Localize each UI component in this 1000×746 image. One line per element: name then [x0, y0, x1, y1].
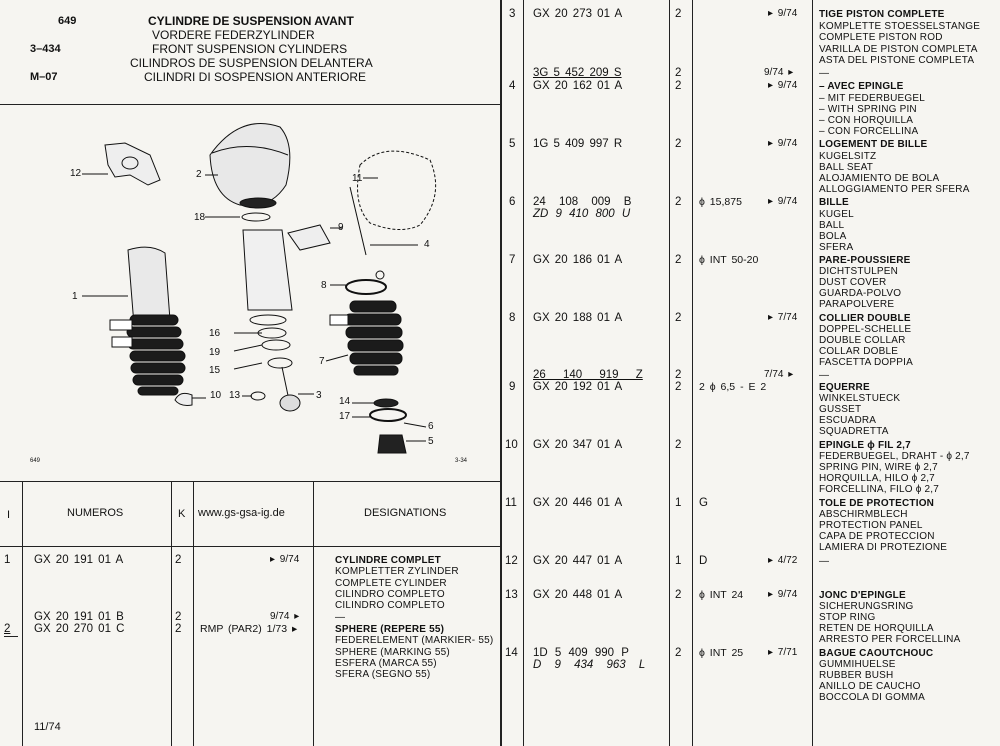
quantity-k: 1	[675, 555, 682, 567]
designation-it: PARAPOLVERE	[819, 299, 895, 310]
spec: 2 ϕ 6,5 - E 2	[699, 381, 767, 393]
diagram-label-1: 1	[72, 291, 78, 302]
designation-en: RUBBER BUSH	[819, 670, 894, 681]
diagram-label-18: 18	[194, 212, 206, 223]
quantity-k: 2	[675, 138, 682, 150]
designation-title: TIGE PISTON COMPLETE	[819, 9, 945, 20]
col-sep-2	[171, 481, 172, 746]
table-top-line	[0, 481, 500, 482]
quantity-k: 2	[675, 67, 682, 79]
row-index: 6	[509, 196, 516, 208]
part-number: GX 20 270 01 C	[34, 623, 125, 635]
header-designations: DESIGNATIONS	[364, 507, 447, 519]
designation-de: FEDERELEMENT (MARKIER- 55)	[335, 635, 494, 646]
designation-es: ESFERA (MARCA 55)	[335, 658, 437, 669]
info-date: ▸ 9/74	[768, 138, 798, 149]
quantity-k: 2	[675, 439, 682, 451]
diagram-footer-right: 3-34	[455, 458, 468, 464]
row-index: 4	[509, 80, 516, 92]
spec: ϕ INT 50-20	[699, 254, 759, 266]
quantity-k: 2	[675, 312, 682, 324]
left-footer-date: 11/74	[34, 721, 61, 733]
diagram-label-4: 4	[424, 239, 430, 250]
spec: ϕ INT 25	[699, 647, 744, 659]
row-index: 1	[4, 554, 11, 566]
designation-es: GUARDA-POLVO	[819, 288, 902, 299]
quantity-k: 2	[675, 381, 682, 393]
designation-en: SPHERE (MARKING 55)	[335, 647, 450, 658]
diagram-label-10: 10	[210, 390, 222, 401]
designation-es: – CON HORQUILLA	[819, 115, 914, 126]
designation-en: BALL	[819, 220, 845, 231]
diagram-label-12: 12	[70, 168, 82, 179]
row-index: 14	[505, 647, 518, 659]
designation-it: SQUADRETTA	[819, 426, 889, 437]
spec: G	[699, 497, 708, 509]
designation-it: CILINDRO COMPLETO	[335, 600, 445, 611]
ref-code: 3–434	[30, 43, 61, 55]
center-divider	[500, 0, 502, 746]
designation-title: EPINGLE ϕ FIL 2,7	[819, 440, 911, 451]
quantity-k: 2	[175, 554, 182, 566]
title-en: FRONT SUSPENSION CYLINDERS	[152, 42, 348, 56]
designation-de: FEDERBUEGEL, DRAHT - ϕ 2,7	[819, 451, 970, 462]
designation-es: CILINDRO COMPLETO	[335, 589, 445, 600]
title-es: CILINDROS DE SUSPENSION DELANTERA	[130, 56, 373, 70]
designation-it: – CON FORCELLINA	[819, 126, 919, 137]
diagram-label-2: 2	[196, 169, 202, 180]
part-number: GX 20 448 01 A	[533, 589, 623, 601]
designation-de: DOPPEL-SCHELLE	[819, 324, 912, 335]
designation-title: SPHERE (REPERE 55)	[335, 624, 445, 635]
designation-title: TOLE DE PROTECTION	[819, 498, 935, 509]
designation-it: BOCCOLA DI GOMMA	[819, 692, 925, 703]
col-sep-3	[193, 481, 194, 746]
part-number: GX 20 191 01 A	[34, 554, 124, 566]
header-k: K	[178, 508, 186, 520]
quantity-k: 2	[675, 80, 682, 92]
diagram-label-9: 9	[338, 222, 344, 233]
index-underline	[4, 636, 18, 637]
designation-es: COLLAR DOBLE	[819, 346, 899, 357]
designation-es: ANILLO DE CAUCHO	[819, 681, 921, 692]
designation-title: COLLIER DOUBLE	[819, 313, 911, 324]
designation-de: – MIT FEDERBUEGEL	[819, 93, 926, 104]
designation-title: EQUERRE	[819, 382, 870, 393]
diagram-label-15: 15	[209, 365, 221, 376]
quantity-k: 1	[675, 497, 682, 509]
row-index: 12	[505, 555, 518, 567]
designation-title: —	[819, 370, 830, 381]
spec: ϕ INT 24	[699, 589, 744, 601]
designation-es: VARILLA DE PISTON COMPLETA	[819, 44, 978, 55]
diagram-label-11: 11	[352, 173, 363, 184]
part-number: GX 20 446 01 A	[533, 497, 623, 509]
row-index: 2	[4, 623, 11, 635]
designation-es: HORQUILLA, HILO ϕ 2,7	[819, 473, 935, 484]
designation-es: ESCUADRA	[819, 415, 877, 426]
designation-en: – WITH SPRING PIN	[819, 104, 917, 115]
info-date: ▸ 7/71	[768, 647, 798, 658]
info-date: 9/74 ▸	[270, 611, 300, 622]
designation-en: DUST COVER	[819, 277, 887, 288]
designation-es: ALOJAMIENTO DE BOLA	[819, 173, 940, 184]
row-index: 10	[505, 439, 518, 451]
part-number: GX 20 162 01 A	[533, 80, 623, 92]
part-number: 1D 5 409 990 P	[533, 647, 629, 659]
diagram-footer-left: 649	[30, 458, 41, 464]
quantity-k: 2	[675, 589, 682, 601]
header-numbers: NUMEROS	[67, 507, 124, 519]
designation-it: FASCETTA DOPPIA	[819, 357, 913, 368]
quantity-k: 2	[175, 623, 182, 635]
designation-title: BILLE	[819, 197, 849, 208]
diagram-label-7: 7	[319, 356, 325, 367]
designation-title: PARE-POUSSIERE	[819, 255, 911, 266]
part-number: 3G 5 452 209 S	[533, 67, 622, 79]
quantity-k: 2	[675, 8, 682, 20]
designation-en: PROTECTION PANEL	[819, 520, 923, 531]
diagram-label-14: 14	[339, 396, 351, 407]
part-number: GX 20 186 01 A	[533, 254, 623, 266]
diagram-label-5: 5	[428, 436, 434, 447]
diagram-label-17: 17	[339, 411, 351, 422]
quantity-k: 2	[175, 611, 182, 623]
info-date: ▸ 9/74	[768, 196, 798, 207]
title-fr: CYLINDRE DE SUSPENSION AVANT	[148, 14, 354, 28]
designation-en: COMPLETE CYLINDER	[335, 578, 447, 589]
spec: D	[699, 555, 708, 567]
info-date: ▸ 7/74	[768, 312, 798, 323]
part-number-alt: ZD 9 410 800 U	[533, 208, 631, 220]
designation-it: ARRESTO PER FORCELLINA	[819, 634, 961, 645]
designation-title: BAGUE CAOUTCHOUC	[819, 648, 934, 659]
part-number: GX 20 273 01 A	[533, 8, 623, 20]
info-date: ▸ 9/74	[768, 589, 798, 600]
diagram-label-3: 3	[316, 390, 322, 401]
title-it: CILINDRI DI SOSPENSION ANTERIORE	[144, 70, 367, 84]
info-date: 7/74 ▸	[764, 369, 794, 380]
info-date: RMP (PAR2) 1/73 ▸	[200, 623, 298, 635]
designation-de: ABSCHIRMBLECH	[819, 509, 908, 520]
r-col-sep-3	[692, 0, 693, 746]
page-number: 649	[58, 15, 77, 27]
part-number-alt: D 9 434 963 L	[533, 659, 646, 671]
title-de: VORDERE FEDERZYLINDER	[152, 28, 315, 42]
designation-it: SFERA (SEGNO 55)	[335, 669, 431, 680]
r-col-sep-2	[669, 0, 670, 746]
designation-en: COMPLETE PISTON ROD	[819, 32, 943, 43]
part-number: GX 20 188 01 A	[533, 312, 623, 324]
row-index: 8	[509, 312, 516, 324]
part-number: 26 140 919 Z	[533, 369, 643, 381]
header-index: I	[7, 509, 11, 521]
part-number: 24 108 009 B	[533, 196, 632, 208]
spec: ϕ 15,875	[699, 196, 742, 208]
diagram-label-16: 16	[209, 328, 221, 339]
info-date: 9/74 ▸	[764, 67, 794, 78]
quantity-k: 2	[675, 254, 682, 266]
model-code: M–07	[30, 71, 58, 83]
row-index: 7	[509, 254, 516, 266]
row-index: 9	[509, 381, 516, 393]
info-date: ▸ 4/72	[768, 555, 798, 566]
designation-it: LAMIERA DI PROTEZIONE	[819, 542, 948, 553]
designation-es: CAPA DE PROTECCION	[819, 531, 935, 542]
designation-title: – AVEC EPINGLE	[819, 81, 904, 92]
col-sep-4	[313, 481, 314, 746]
designation-de: KUGEL	[819, 209, 854, 220]
part-number: 1G 5 409 997 R	[533, 138, 623, 150]
info-date: ▸ 9/74	[270, 554, 300, 565]
designation-en: GUSSET	[819, 404, 862, 415]
part-number: GX 20 191 01 B	[34, 611, 124, 623]
designation-es: BOLA	[819, 231, 847, 242]
row-index: 5	[509, 138, 516, 150]
designation-title: —	[335, 612, 346, 623]
designation-title: CYLINDRE COMPLET	[335, 555, 441, 566]
info-date: ▸ 9/74	[768, 8, 798, 19]
designation-de: WINKELSTUECK	[819, 393, 901, 404]
designation-en: STOP RING	[819, 612, 876, 623]
diagram-label-13: 13	[229, 390, 241, 401]
table-header-bottom-line	[0, 546, 500, 547]
row-index: 13	[505, 589, 518, 601]
designation-title: —	[819, 556, 830, 567]
diagram-label-6: 6	[428, 421, 434, 432]
designation-it: ALLOGGIAMENTO PER SFERA	[819, 184, 970, 195]
designation-de: KOMPLETTE STOESSELSTANGE	[819, 21, 981, 32]
row-index: 3	[509, 8, 516, 20]
designation-de: GUMMIHUELSE	[819, 659, 896, 670]
designation-it: FORCELLINA, FILO ϕ 2,7	[819, 484, 940, 495]
col-sep-1	[22, 481, 23, 746]
quantity-k: 2	[675, 196, 682, 208]
quantity-k: 2	[675, 647, 682, 659]
part-number: GX 20 192 01 A	[533, 381, 623, 393]
info-date: ▸ 9/74	[768, 80, 798, 91]
r-col-sep-1	[523, 0, 524, 746]
quantity-k: 2	[675, 369, 682, 381]
designation-de: DICHTSTULPEN	[819, 266, 899, 277]
r-col-sep-4	[812, 0, 813, 746]
designation-de: KUGELSITZ	[819, 151, 877, 162]
part-number: GX 20 347 01 A	[533, 439, 623, 451]
diagram-label-19: 19	[209, 347, 221, 358]
row-index: 11	[505, 497, 517, 509]
designation-it: SFERA	[819, 242, 854, 253]
designation-en: BALL SEAT	[819, 162, 874, 173]
designation-it: ASTA DEL PISTONE COMPLETA	[819, 55, 975, 66]
designation-title: LOGEMENT DE BILLE	[819, 139, 928, 150]
designation-en: DOUBLE COLLAR	[819, 335, 906, 346]
designation-title: JONC D'EPINGLE	[819, 590, 906, 601]
diagram-label-8: 8	[321, 280, 327, 291]
part-number: GX 20 447 01 A	[533, 555, 623, 567]
designation-es: RETEN DE HORQUILLA	[819, 623, 934, 634]
designation-de: SICHERUNGSRING	[819, 601, 914, 612]
designation-en: SPRING PIN, WIRE ϕ 2,7	[819, 462, 938, 473]
designation-title: —	[819, 68, 830, 79]
header-website[interactable]: www.gs-gsa-ig.de	[198, 507, 285, 519]
designation-de: KOMPLETTER ZYLINDER	[335, 566, 459, 577]
